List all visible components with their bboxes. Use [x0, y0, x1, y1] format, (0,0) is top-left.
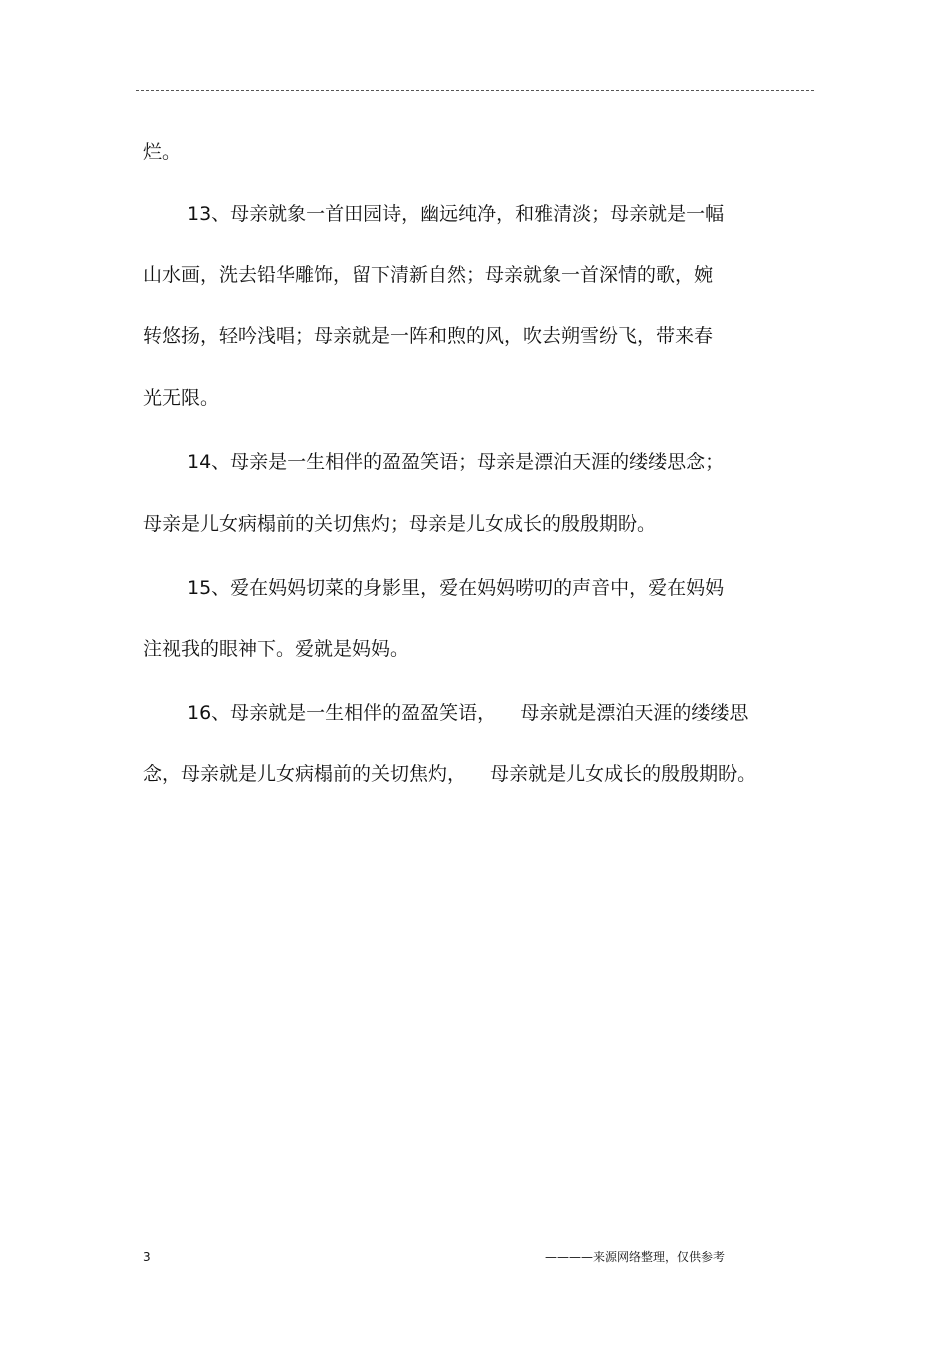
text-line-3: 山水画，洗去铅华雕饰，留下清新自然；母亲就象一首深情的歌，婉 — [143, 264, 714, 286]
text-line-9: 注视我的眼神下。爱就是妈妈。 — [143, 638, 410, 660]
text-line-7: 母亲是儿女病榻前的关切焦灼；母亲是儿女成长的殷殷期盼。 — [143, 513, 657, 535]
text-line-4: 转悠扬，轻吟浅唱；母亲就是一阵和煦的风，吹去朔雪纷飞，带来春 — [143, 325, 714, 347]
header-divider — [136, 90, 814, 91]
text-line-8: 15、爱在妈妈切菜的身影里，爱在妈妈唠叨的声音中，爱在妈妈 — [187, 577, 725, 599]
text-line-5: 光无限。 — [143, 387, 220, 409]
text-line-6: 14、母亲是一生相伴的盈盈笑语；母亲是漂泊天涯的缕缕思念； — [187, 451, 725, 473]
text-line-1: 烂。 — [143, 141, 182, 163]
page-number: 3 — [143, 1250, 151, 1264]
text-line-10: 16、母亲就是一生相伴的盈盈笑语， 母亲就是漂泊天涯的缕缕思 — [187, 702, 749, 724]
text-line-2: 13、母亲就象一首田园诗，幽远纯净，和雅清淡；母亲就是一幅 — [187, 203, 725, 225]
footer-note: ————来源网络整理，仅供参考 — [545, 1250, 726, 1264]
text-line-11: 念，母亲就是儿女病榻前的关切焦灼， 母亲就是儿女成长的殷殷期盼。 — [143, 763, 757, 785]
